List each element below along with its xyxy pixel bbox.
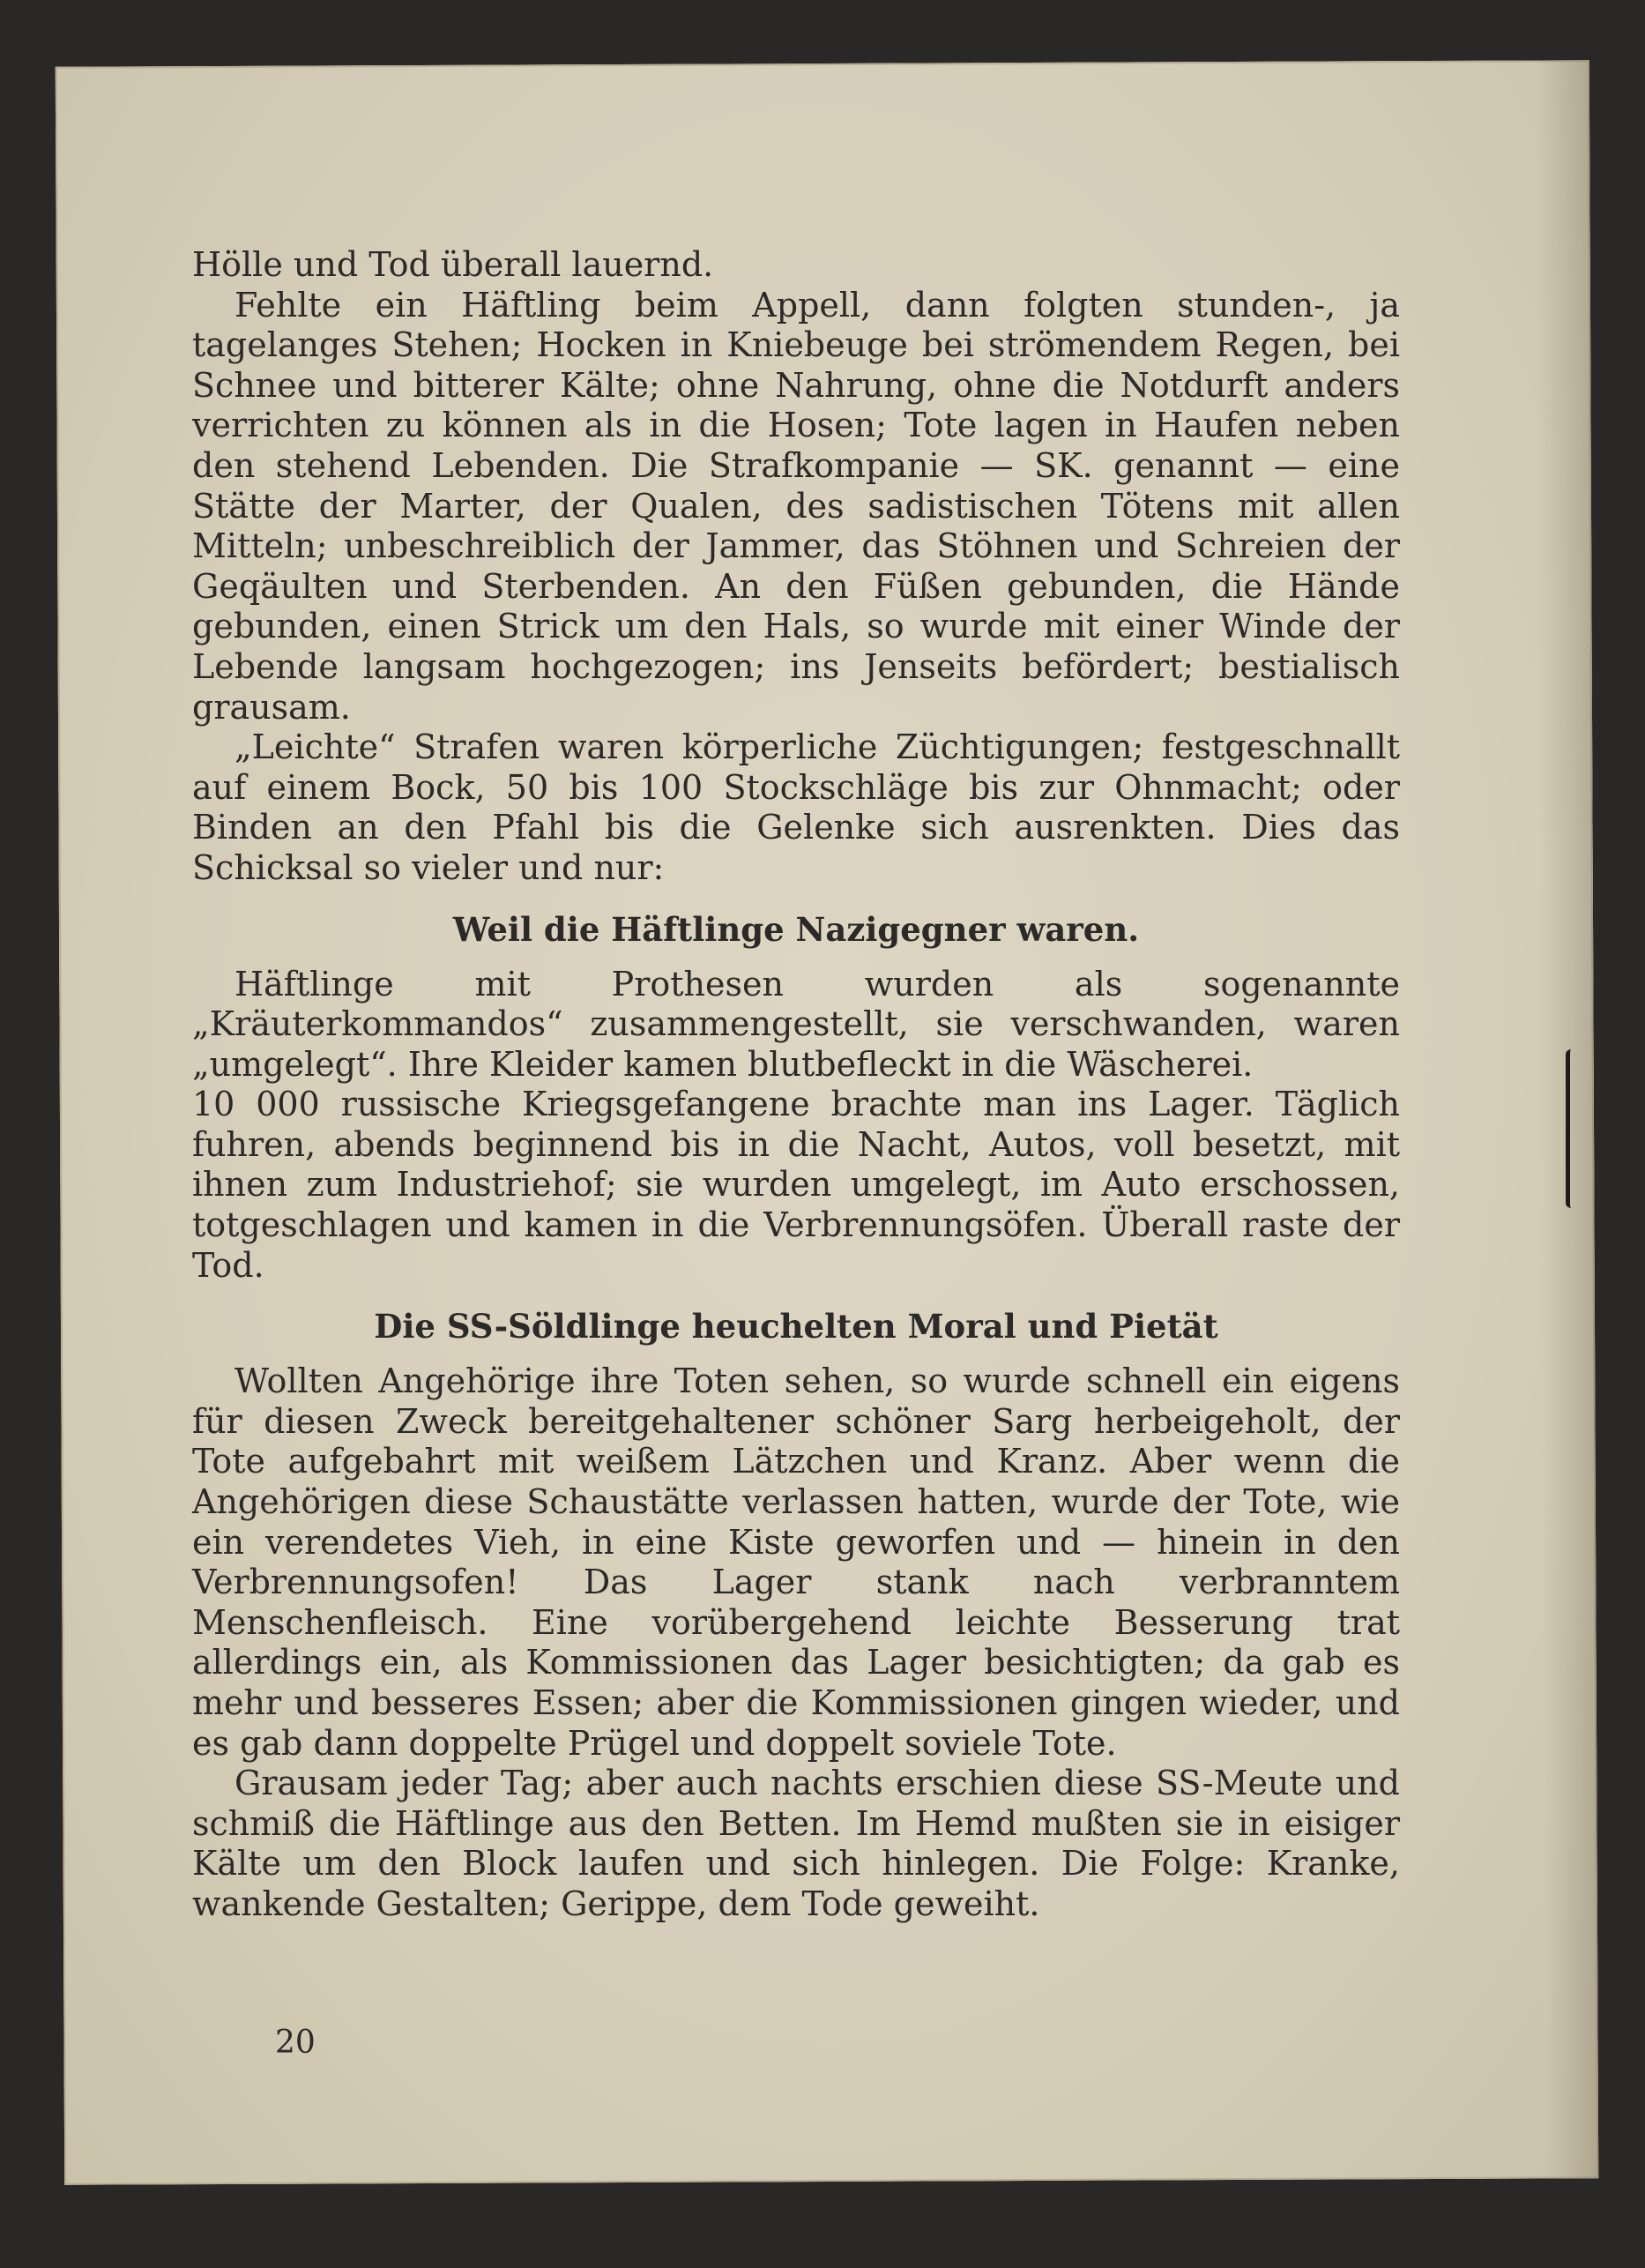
paragraph-angehoerige: Wollten Angehörige ihre Toten sehen, so wurde schnell ein eigens für diesen Zweck bereitgehaltener schöner Sarg herbeigeholt, der Tote aufgebahrt mit weißem Lätzchen und Kranz. Aber wenn die Angehörigen diese Schaustätte verlassen hatten, wurde der Tote, wie ein verendetes Vieh, in eine Kiste geworfen und — hinein in den Verbrennungsofen! Das Lager stank nach verbranntem Menschenfleisch. Eine vorübergehend leichte Besserung trat allerdings ein, als Kommissionen das Lager besichtigten; da gab es mehr und besseres Essen; aber die Kommissionen gingen wieder, und es gab dann doppelte Prügel und doppelt soviele Tote.: [192, 1362, 1400, 1763]
binding-clip: [1566, 1049, 1581, 1208]
paragraph-opening: Hölle und Tod überall lauernd.: [192, 245, 714, 284]
section-heading-nazigegner: Weil die Häftlinge Nazigegner waren.: [452, 909, 1140, 949]
paragraph-leichte-strafen: „Leichte“ Strafen waren körperliche Züchtigungen; festgeschnallt auf einem Bock, 50 bis 100 Stockschläge bis zur Ohnmacht; oder Binden an den Pfahl bis die Gelenke sich ausrenkten. Dies das Schicksal so vieler und nur:: [192, 727, 1400, 887]
page-body-text: [192, 245, 1400, 1925]
paragraph-grausam: Grausam jeder Tag; aber auch nachts erschien diese SS-Meute und schmiß die Häftlinge aus den Betten. Im Hemd mußten sie in eisiger Kälte um den Block laufen und sich hinlegen. Die Folge: Kranke, wankende Gestalten; Gerippe, dem Tode geweiht.: [192, 1764, 1400, 1923]
paragraph-prothesen: Häftlinge mit Prothesen wurden als sogenannte „Kräuterkommandos“ zusammengestellt, sie verschwanden, waren „umgelegt“. Ihre Kleider kamen blutbefleckt in die Wäscherei.: [192, 964, 1400, 1084]
paragraph-kriegsgefangene: 10 000 russische Kriegsgefangene brachte man ins Lager. Täglich fuhren, abends beginnend bis in die Nacht, Autos, voll besetzt, mit ihnen zum Industriehof; sie wurden umgelegt, im Auto erschossen, totgeschlagen und kamen in die Verbrennungsöfen. Überall raste der Tod.: [192, 1085, 1400, 1285]
section-heading-ss-soeldlinge: Die SS-Söldlinge heuchelten Moral und Pietät: [374, 1307, 1218, 1347]
page-number: 20: [275, 2025, 316, 2061]
paragraph-appell: Fehlte ein Häftling beim Appell, dann folgten stunden-, ja tagelanges Stehen; Hocken in Kniebeuge bei strömendem Regen, bei Schnee und bitterer Kälte; ohne Nahrung, ohne die Notdurft anders verrichten zu können als in die Hosen; Tote lagen in Haufen neben den stehend Lebenden. Die Strafkompanie — SK. genannt — eine Stätte der Marter, der Qualen, des sadistischen Tötens mit allen Mitteln; unbeschreiblich der Jammer, das Stöhnen und Schreien der Geqäulten und Sterbenden. An den Füßen gebunden, die Hände gebunden, einen Strick um den Hals, so wurde mit einer Winde der Lebende langsam hochgezogen; ins Jenseits befördert; bestialisch grausam.: [192, 285, 1400, 727]
